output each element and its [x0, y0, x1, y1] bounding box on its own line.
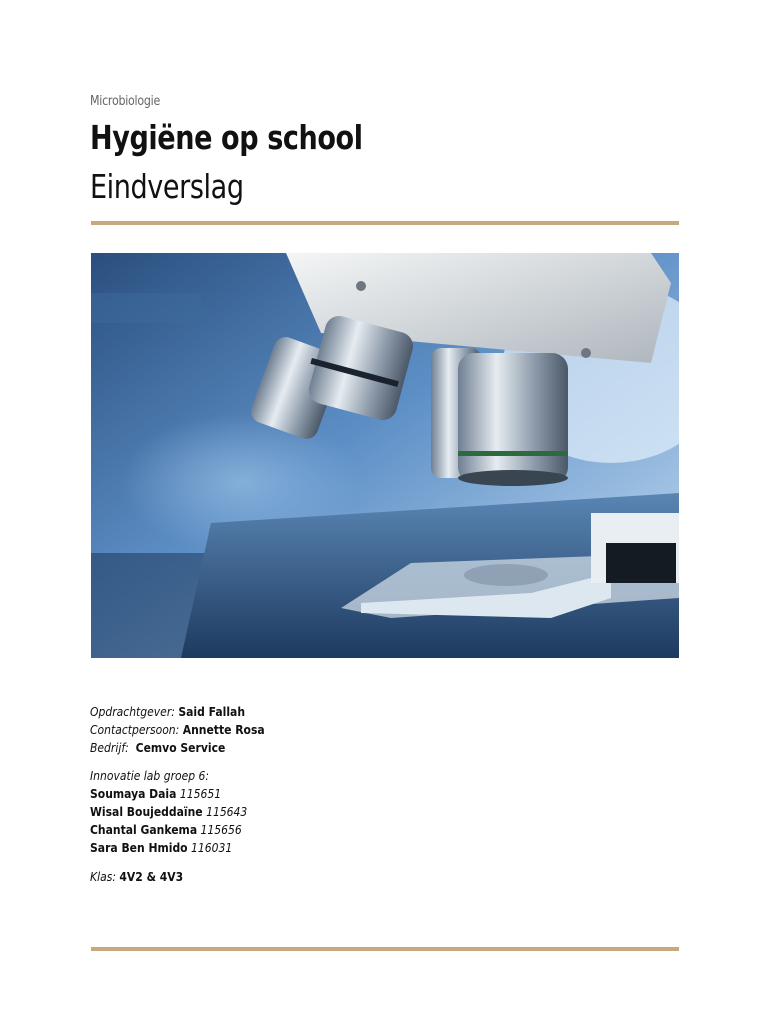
contactpersoon-value: Annette Rosa — [182, 723, 265, 737]
member-name: Sara Ben Hmido — [90, 841, 188, 855]
bedrijf-value: Cemvo Service — [135, 741, 226, 755]
group-label: Innovatie lab groep 6: — [90, 769, 210, 783]
member-row — [90, 839, 450, 857]
document-details — [90, 703, 490, 886]
contactpersoon-label: Contactpersoon: — [90, 723, 180, 737]
opdrachtgever-label: Opdrachtgever: — [90, 705, 175, 719]
document-subject: Microbiologie — [90, 94, 160, 109]
member-name: Wisal Boujeddaïne — [90, 805, 203, 819]
member-id: 115651 — [179, 787, 222, 801]
member-row — [90, 803, 450, 821]
cover-photo — [91, 253, 679, 658]
bedrijf-label: Bedrijf: — [90, 741, 129, 755]
bedrijf-row — [90, 739, 450, 757]
top-divider — [91, 221, 679, 225]
klas-value: 4V2 & 4V3 — [119, 870, 184, 884]
opdrachtgever-value: Said Fallah — [178, 705, 246, 719]
klas-row — [90, 868, 450, 886]
opdrachtgever-row — [90, 703, 450, 721]
document-title: Hygiëne op school — [90, 118, 363, 157]
group-label-row — [90, 767, 450, 785]
klas-label: Klas: — [90, 870, 116, 884]
member-row — [90, 821, 450, 839]
member-id: 115656 — [200, 823, 242, 837]
bottom-divider — [91, 947, 679, 951]
member-name: Chantal Gankema — [90, 823, 198, 837]
microscope-icon — [91, 253, 679, 658]
document-subtitle: Eindverslag — [90, 167, 244, 206]
member-id: 115643 — [206, 805, 248, 819]
contactpersoon-row — [90, 721, 450, 739]
member-row — [90, 785, 450, 803]
member-name: Soumaya Daia — [90, 787, 177, 801]
member-id: 116031 — [191, 841, 233, 855]
